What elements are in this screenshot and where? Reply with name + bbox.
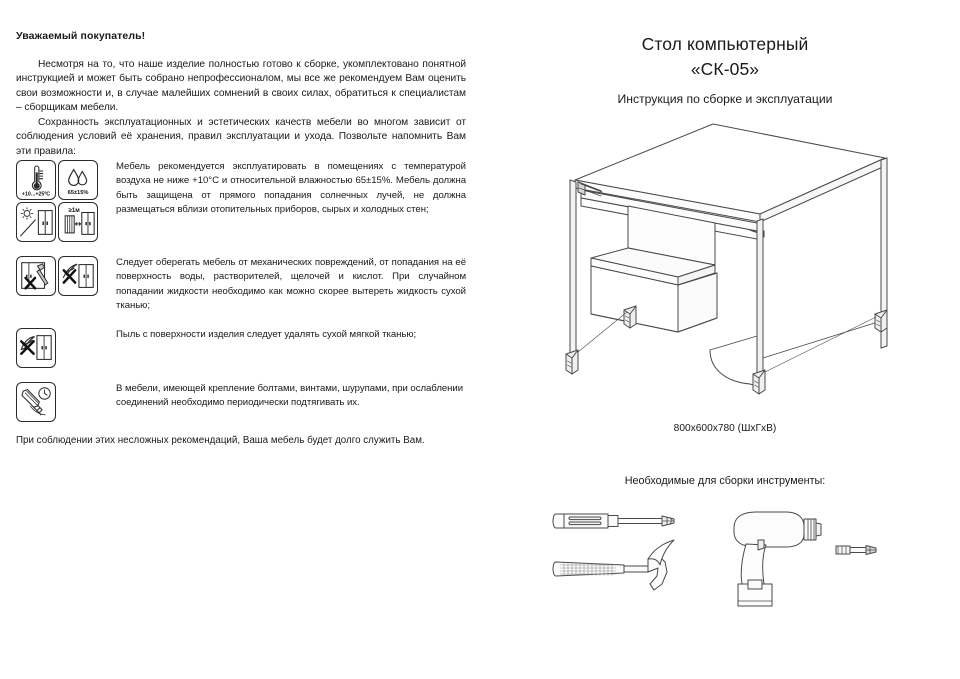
tools-illustration bbox=[550, 500, 910, 610]
thermometer-icon-label: +10...+25ºC bbox=[21, 191, 51, 198]
claw-hammer-icon bbox=[553, 540, 674, 590]
rule-row-tightening bbox=[16, 382, 466, 422]
greeting-heading: Уважаемый покупатель! bbox=[16, 30, 146, 42]
drill-bit-icon bbox=[836, 546, 876, 555]
min-distance-heater-icon-label: ≥1м bbox=[68, 207, 80, 215]
no-hammer-impact-icon bbox=[16, 256, 56, 296]
tools-heading: Необходимые для сборки инструменты: bbox=[624, 475, 826, 487]
rule-climate-icons bbox=[16, 160, 102, 242]
rule-row-climate bbox=[16, 160, 466, 242]
rule-dusting-icons bbox=[16, 328, 102, 368]
humidity-drops-icon-label: 65±15% bbox=[67, 190, 89, 197]
dry-soft-cloth-icon bbox=[16, 328, 56, 368]
closing-line: При соблюдении этих несложных рекомендаций, Ваша мебель будет долго служить Вам. bbox=[16, 435, 425, 446]
product-dimensions: 800x600x780 (ШхГхВ) bbox=[673, 423, 777, 434]
rule-tightening-text: В мебели, имеющей крепление болтами, винтами, шурупами, при ослаблении соединений необходимо периодически подтягивать их. bbox=[116, 382, 464, 408]
rule-tightening-icons bbox=[16, 382, 102, 422]
humidity-drops-icon bbox=[58, 160, 98, 200]
page-title bbox=[490, 32, 960, 83]
product-title-line-2: «СК-05» bbox=[690, 59, 760, 80]
cordless-drill-icon bbox=[734, 512, 821, 606]
periodic-tightening-icon bbox=[16, 382, 56, 422]
rule-row-dusting bbox=[16, 328, 466, 368]
computer-desk-illustration bbox=[545, 118, 915, 408]
rule-climate-text: Мебель рекомендуется эксплуатировать в помещениях с температурой воздуха не ниже +10°С и относительной влажностью 65±15%. Мебель должна быть защищена от прямого попадания солнечных лучей, не должна размещаться вблизи отопительных приборов, сырых и холодных стен; bbox=[116, 161, 466, 216]
page-subtitle: Инструкция по сборке и эксплуатации bbox=[617, 92, 833, 106]
no-direct-sunlight-icon bbox=[16, 202, 56, 242]
no-liquids-solvents-icon bbox=[58, 256, 98, 296]
rule-dusting-text: Пыль с поверхности изделия следует удалять сухой мягкой тканью; bbox=[116, 328, 417, 340]
screwdriver-phillips-icon bbox=[553, 514, 674, 528]
min-distance-heater-icon bbox=[58, 202, 98, 242]
product-title-line-1: Стол компьютерный bbox=[641, 34, 809, 54]
intro-section bbox=[16, 30, 466, 159]
intro-paragraph-1: Несмотря на то, что наше изделие полностью готово к сборке, укомплектовано понятной инструкцией и может быть собрано непрофессионалом, мы все же рекомендуем Вам оценить свои возможности и, в случае малейших сомнений в своих силах, обратиться к специалистам – сборщикам мебели. bbox=[16, 58, 466, 114]
care-rules-list bbox=[16, 160, 466, 422]
thermometer-icon bbox=[16, 160, 56, 200]
product-section bbox=[490, 0, 960, 679]
intro-paragraph-2: Сохранность эксплуатационных и эстетических качеств мебели во многом зависит от соблюдения условий её хранения, правил эксплуатации и ухода. Позвольте напомнить Вам эти правила: bbox=[16, 116, 466, 157]
rule-row-mechanical-damage bbox=[16, 256, 466, 314]
rule-mechanical-text: Следует оберегать мебель от механических повреждений, от попадания на её поверхность воды, растворителей, щелочей и кислот. При случайном попадании жидкости необходимо как можно скорее вытереть жидкость сухой тканью; bbox=[116, 257, 466, 312]
rule-mechanical-icons bbox=[16, 256, 102, 296]
